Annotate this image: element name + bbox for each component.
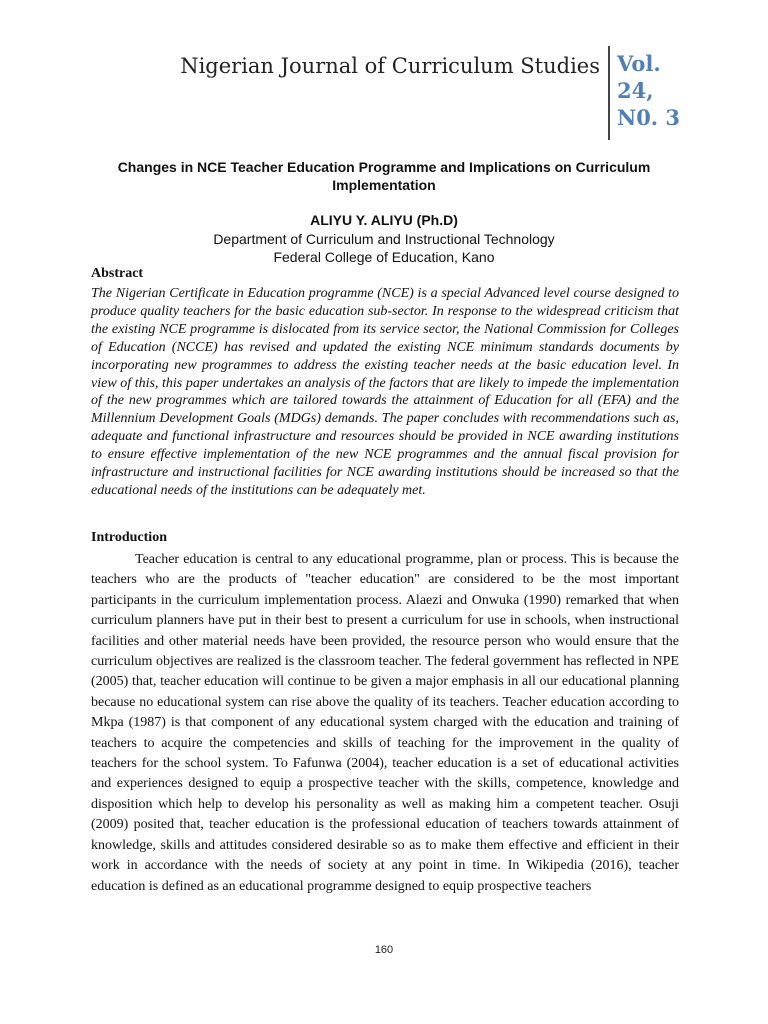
abstract-heading: Abstract — [91, 266, 144, 281]
volume-number: 24, — [617, 78, 654, 103]
volume-label: Vol. — [617, 51, 661, 76]
journal-title: Nigerian Journal of Curriculum Studies — [180, 54, 600, 78]
volume-info — [617, 50, 680, 131]
page-number: 160 — [374, 944, 394, 956]
abstract-body: The Nigerian Certificate in Education programme (NCE) is a special Advanced level course designed to produce quality teachers for the basic education sub-sector. In response to the widespread criticism that the existing NCE programme is dislocated from its service sector, the National Commission for Colleges of Education (NCCE) has revised and updated the existing NCE minimum standards documents by incorporating new programmes to address the existing teacher needs at the basic education level. In view of this, this paper undertakes an analysis of the factors that are likely to impede the implementation of the new programmes which are tailored towards the attainment of Education for all (EFA) and the Millennium Development Goals (MDGs) demands. The paper concludes with recommendations such as, adequate and functional infrastructure and resources should be provided in NCE awarding institutions to ensure effective implementation of the new NCE programmes and the annual fiscal provision for infrastructure and instructional facilities for NCE awarding institutions should be increased so that the educational needs of the institutions can be adequately met. — [91, 286, 679, 498]
author-institution: Federal College of Education, Kano — [273, 249, 495, 265]
introduction-body: Teacher education is central to any educational programme, plan or process. This is because the teachers who are the products of "teacher education" are considered to be the most important participants in the curriculum implementation process. Alaezi and Onwuka (1990) remarked that when curriculum planners have put in their best to present a curriculum for use in schools, when instructional facilities and other material needs have been provided, the resource person who would ensure that the curriculum objectives are realized is the classroom teacher. The federal government has reflected in NPE (2005) that, teacher education will continue to be given a major emphasis in all our educational planning because no educational system can rise above the quality of its teachers. Teacher education according to Mkpa (1987) is that component of any educational system charged with the education and training of teachers to acquire the competencies and skills of teaching for the improvement in the quality of teachers for the school system. To Fafunwa (2004), teacher education is a set of educational activities and experiences designed to equip a prospective teacher with the skills, competence, knowledge and disposition which help to develop his personality as well as making him a competent teacher. Osuji (2009) posited that, teacher education is the professional education of teachers towards attainment of knowledge, skills and attitudes considered desirable so as to make them effective and efficient in their work in accordance with the needs of society at any point in time. In Wikipedia (2016), teacher education is defined as an educational programme designed to equip prospective teachers — [91, 552, 679, 894]
issue-number: N0. 3 — [617, 105, 681, 130]
introduction-heading: Introduction — [91, 530, 167, 545]
journal-header — [0, 40, 768, 140]
author-department: Department of Curriculum and Instructional Technology — [213, 231, 555, 247]
header-divider — [608, 46, 610, 140]
paper-title: Changes in NCE Teacher Education Programme and Implications on Curriculum Implementation — [117, 159, 651, 193]
author-name: ALIYU Y. ALIYU (Ph.D) — [310, 212, 458, 228]
